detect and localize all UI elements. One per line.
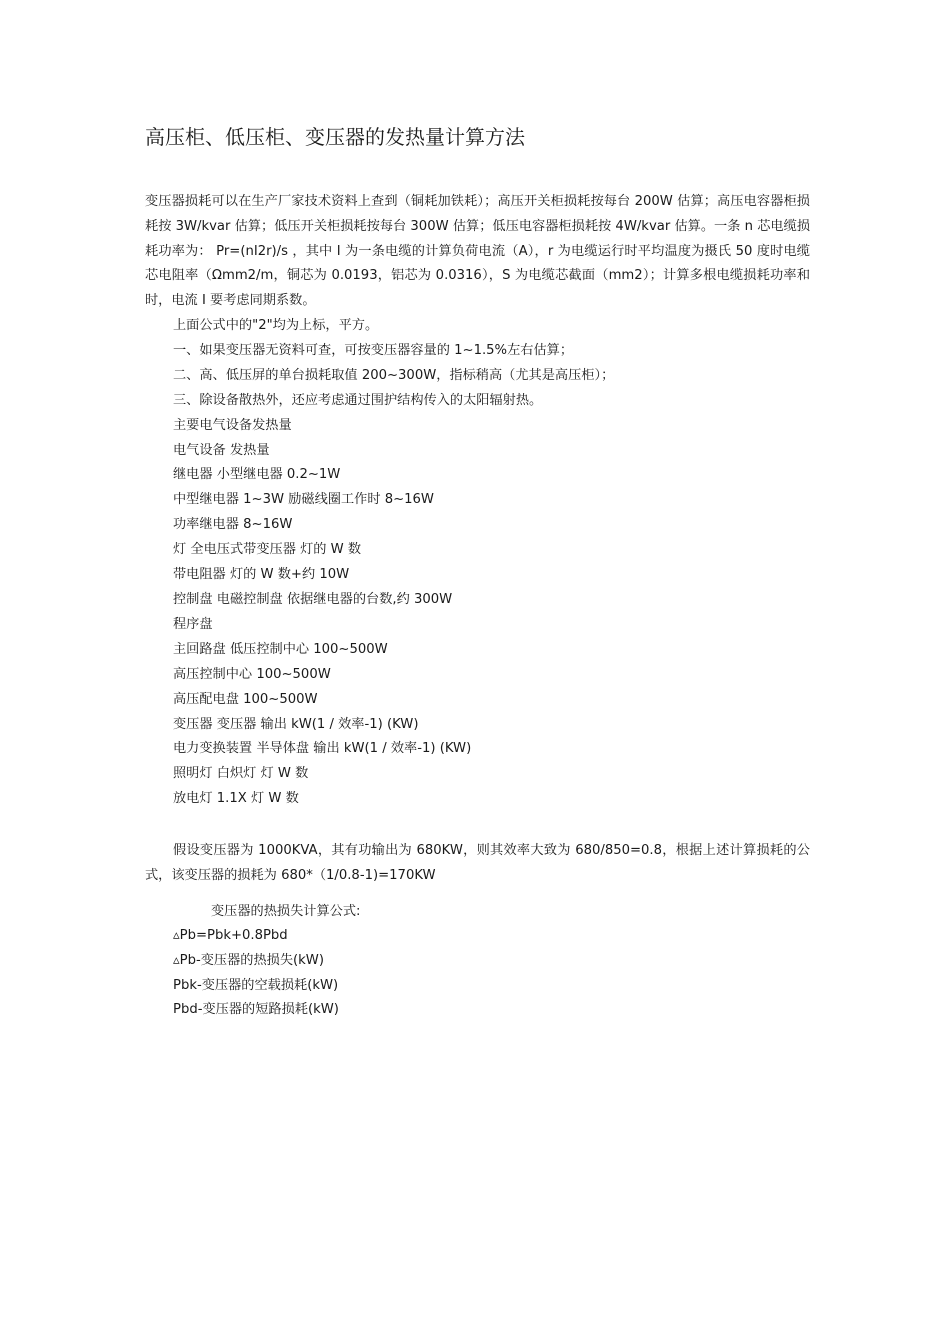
list-item: 上面公式中的"2"均为上标，平方。	[173, 318, 379, 333]
formula-heading: 变压器的热损失计算公式:	[211, 904, 361, 919]
list-item: 主回路盘 低压控制中心 100~500W	[173, 641, 388, 657]
list-item: 带电阻器 灯的 W 数+约 10W	[173, 567, 350, 583]
list-item: 放电灯 1.1X 灯 W 数	[173, 791, 299, 807]
list-item: 高压控制中心 100~500W	[173, 666, 331, 682]
list-item: 变压器 变压器 输出 kW(1 / 效率-1) (KW)	[173, 716, 419, 732]
document-title: 高压柜、低压柜、变压器的发热量计算方法	[145, 125, 525, 149]
list-item: 照明灯 白炽灯 灯 W 数	[173, 766, 309, 782]
intro-paragraph: 变压器损耗可以在生产厂家技术资料上查到（铜耗加铁耗）；高压开关柜损耗按每台 200W 估算；高压电容器柜损耗按 3W/kvar 估算；低压开关柜损耗按每台 300W 估算；低压电容器柜损耗按 4W/kvar 估算。一条 n 芯电缆损耗功率为： Pr=(nI2r)/s ，其中 I 为一条电缆的计算负荷电流（A），r 为电缆运行时平均温度为摄氏 50 度时电缆芯电阻率（Ωmm2/m，铜芯为 0.0193，铝芯为 0.0316），S 为电缆芯截面（mm2）；计算多根电缆损耗功率和时，电流 I 要考虑同期系数。	[145, 194, 811, 309]
formula-line: ▵Pb=Pbk+0.8Pbd	[173, 928, 288, 943]
formula-list	[173, 924, 339, 1023]
list-item: 电气设备 发热量	[173, 442, 270, 458]
list-item: 控制盘 电磁控制盘 依据继电器的台数,约 300W	[173, 591, 453, 607]
list-item: 三、除设备散热外，还应考虑通过围护结构传入的太阳辐射热。	[173, 392, 543, 408]
list-item: 灯 全电压式带变压器 灯的 W 数	[173, 542, 362, 558]
list-item: 二、高、低压屏的单台损耗取值 200~300W，指标稍高（尤其是高压柜）；	[173, 367, 615, 383]
formula-line: Pbk-变压器的空载损耗(kW)	[173, 977, 339, 993]
list-item: 电力变换装置 半导体盘 输出 kW(1 / 效率-1) (KW)	[173, 741, 472, 757]
example-paragraph: 假设变压器为 1000KVA，其有功输出为 680KW，则其效率大致为 680/850=0.8，根据上述计算损耗的公式，该变压器的损耗为 680*（1/0.8-1)=170KW	[145, 843, 810, 883]
list-item: 一、如果变压器无资料可查，可按变压器容量的 1~1.5%左右估算；	[173, 342, 574, 358]
formula-line: Pbd-变压器的短路损耗(kW)	[173, 1002, 339, 1018]
formula-line: ▵Pb-变压器的热损失(kW)	[173, 952, 324, 968]
list-item: 中型继电器 1~3W 励磁线圈工作时 8~16W	[173, 492, 434, 508]
list-item: 高压配电盘 100~500W	[173, 691, 318, 707]
list-item: 程序盘	[173, 616, 213, 632]
equipment-heat-list	[173, 314, 614, 812]
list-item: 主要电气设备发热量	[173, 417, 292, 433]
list-item: 继电器 小型继电器 0.2~1W	[173, 467, 341, 483]
list-item: 功率继电器 8~16W	[173, 517, 293, 533]
